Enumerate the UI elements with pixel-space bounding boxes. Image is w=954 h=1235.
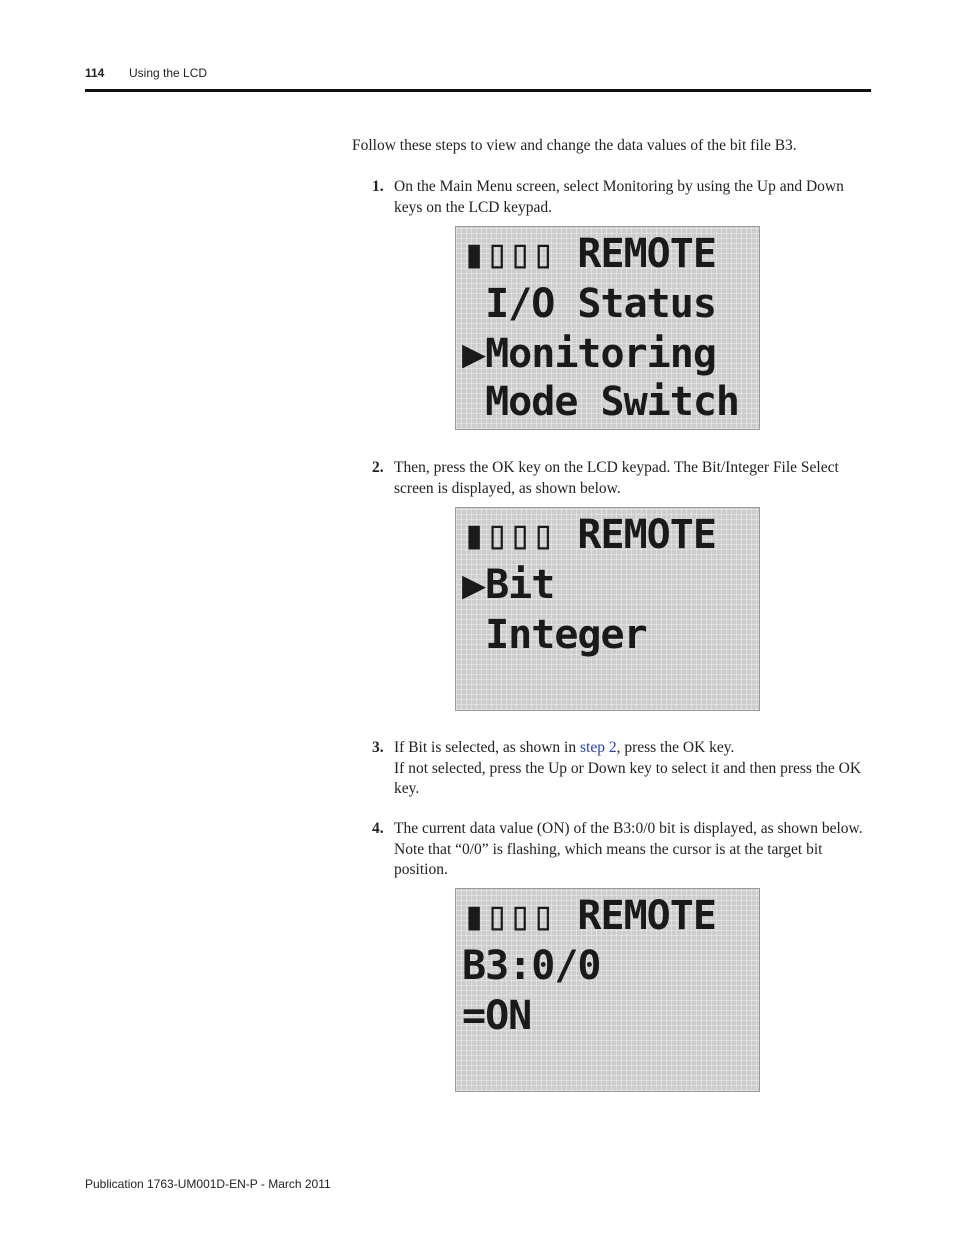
header-rule: [85, 89, 871, 92]
lcd-screen-file-select: [455, 507, 760, 711]
step-number: 4.: [372, 820, 384, 837]
step-text-after: , press the OK key.: [616, 739, 735, 756]
step-3: [352, 738, 872, 800]
intro-paragraph: Follow these steps to view and change the data values of the bit file B3.: [352, 137, 797, 154]
lcd-line: ▶Monitoring: [462, 331, 716, 377]
lcd-line: ▮▯▯▯ REMOTE: [462, 893, 716, 939]
lcd-line: ▶Bit: [462, 562, 555, 608]
section-title: Using the LCD: [129, 66, 208, 80]
step-number: 3.: [372, 739, 384, 756]
step-number: 1.: [372, 178, 384, 195]
step-number: 2.: [372, 459, 384, 476]
lcd-screen-bit-value: [455, 888, 760, 1092]
lcd-screen-main-menu: [455, 226, 760, 430]
page-number: 114: [85, 66, 105, 80]
lcd-line: Mode Switch: [462, 379, 739, 425]
step-1: [352, 177, 872, 218]
step-text: On the Main Menu screen, select Monitoring by using the Up and Down keys on the LCD keypad.: [394, 178, 844, 216]
step-2: [352, 458, 872, 499]
step-4: [352, 819, 872, 881]
lcd-line: Integer: [462, 612, 647, 658]
step-text-before: If Bit is selected, as shown in: [394, 739, 580, 756]
publication-footer: Publication 1763-UM001D-EN-P - March 2011: [85, 1177, 331, 1191]
step-text: [394, 738, 872, 800]
lcd-line: =ON: [462, 993, 532, 1039]
lcd-line: ▮▯▯▯ REMOTE: [462, 231, 716, 277]
lcd-line: ▮▯▯▯ REMOTE: [462, 512, 716, 558]
step-text-line2: If not selected, press the Up or Down key to select it and then press the OK key.: [394, 759, 862, 797]
lcd-line: B3:0/0: [462, 943, 601, 989]
step-text: The current data value (ON) of the B3:0/0 bit is displayed, as shown below. Note that “0/0” is flashing, which means the cursor is at the target bit position.: [394, 820, 863, 878]
step-2-link[interactable]: step 2: [579, 739, 617, 756]
lcd-line: I/O Status: [462, 281, 716, 327]
step-text: Then, press the OK key on the LCD keypad. The Bit/Integer File Select screen is displayed, as shown below.: [394, 459, 839, 497]
